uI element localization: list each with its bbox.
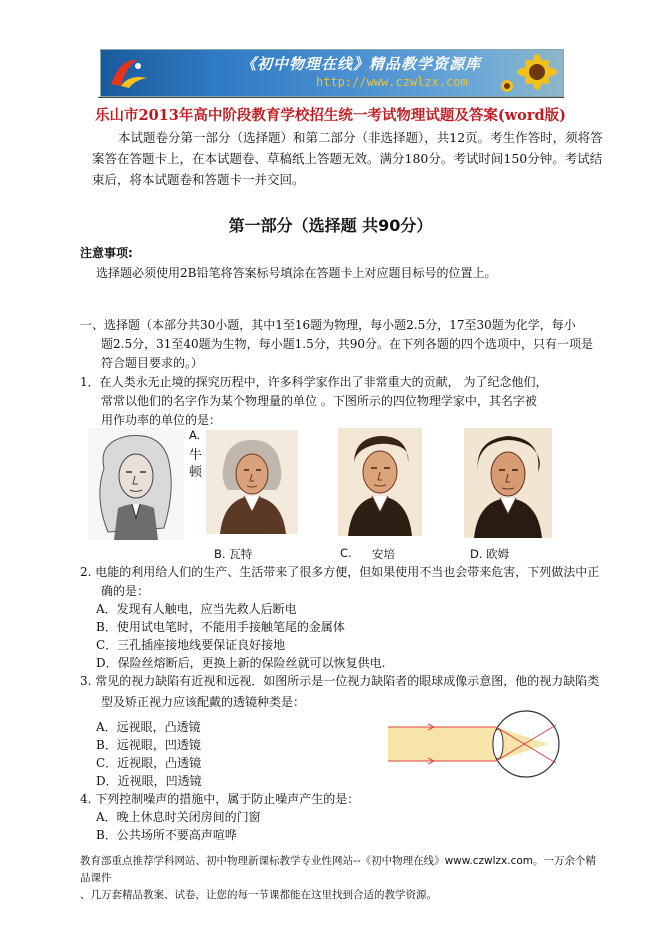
- intro-line-3: 束后，将本试题卷和答题卡一并交回。: [92, 172, 305, 187]
- newton-portrait: [88, 428, 184, 540]
- watt-portrait: [206, 430, 298, 534]
- q3-option-a: A．远视眼，凸透镜: [96, 720, 201, 734]
- document-title: 乐山市2013年高中阶段教育学校招生统一考试物理试题及答案(word版): [94, 107, 566, 124]
- footer: [80, 853, 600, 904]
- q3-option-b: B．远视眼，凹透镜: [96, 738, 201, 752]
- option-c-caption: 安培: [372, 547, 395, 561]
- notice-heading: 注意事项:: [80, 246, 133, 260]
- option-c-letter: C.: [340, 546, 352, 560]
- q3-line-2: 型及矫正视力应该配戴的透镜种类是：: [101, 695, 306, 709]
- q2-option-b: B．使用试电笔时，不能用手接触笔尾的金属体: [96, 620, 345, 634]
- q1-line-3: 用作功率的单位的是：: [101, 413, 222, 427]
- header-banner: [100, 49, 564, 97]
- option-a-char-2: 顿: [189, 465, 203, 480]
- intro-line-2: 案答在答题卡上，在本试题卷、草稿纸上答题无效。满分180分。考试时间150分钟。考试结: [92, 151, 603, 166]
- option-a-letter: A.: [189, 428, 201, 442]
- section-title: 第一部分（选择题 共90分）: [228, 216, 433, 235]
- q2-option-a: A．发现有人触电，应当先救人后断电: [96, 602, 297, 616]
- q4-option-b: B．公共场所不要高声喧哗: [96, 828, 237, 842]
- footer-line-1: 教育部重点推荐学科网站、初中物理新课标教学专业性网站--《初中物理在线》www.czwlzx.com。一万余个精品课件: [80, 855, 596, 884]
- banner-title: 《初中物理在线》精品教学资源库: [241, 55, 482, 73]
- header-rule: [98, 97, 564, 98]
- q3-option-d: D．近视眼，凹透镜: [96, 774, 202, 788]
- q3-option-c: C．近视眼，凸透镜: [96, 756, 202, 770]
- q1-line-2: 常常以他们的名字作为某个物理量的单位 。下图所示的四位物理学家中，其名字被: [101, 394, 537, 408]
- notice-text: 选择题必须使用2B铅笔将答案标号填涂在答题卡上对应题目标号的位置上。: [96, 266, 497, 280]
- option-a-char-1: 牛: [189, 448, 203, 463]
- site-logo-icon: [107, 54, 151, 92]
- q1-line-1: 1．在人类永无止境的探究历程中，许多科学家作出了非常重大的贡献， 为了纪念他们，: [80, 375, 548, 389]
- part-one-line-2: 题2.5分，31至40题为生物，每小题1.5分，共90分。在下列各题的四个选项中，只有一项是: [101, 337, 593, 351]
- q2-option-c: C．三孔插座接地线要保证良好接地: [96, 638, 286, 652]
- banner-url[interactable]: http://www.czwlzx.com: [316, 75, 468, 89]
- q4-option-a: A．晚上休息时关闭房间的门窗: [96, 810, 261, 824]
- option-d-caption: D. 欧姆: [470, 547, 510, 561]
- q2-line-2: 确的是：: [101, 584, 150, 598]
- sunflower-icon: [499, 52, 559, 94]
- option-b-caption: B. 瓦特: [214, 547, 253, 561]
- q2-line-1: 2. 电能的利用给人们的生产、生活带来了很多方便，但如果使用不当也会带来危害，下列做法中正: [80, 565, 600, 579]
- intro-line-1: 本试题卷分第一部分（选择题）和第二部分（非选择题），共12页。考生作答时，须将答: [118, 130, 603, 145]
- eye-diagram: [388, 707, 568, 781]
- q2-option-d: D．保险丝熔断后，更换上新的保险丝就可以恢复供电.: [96, 656, 386, 670]
- q3-line-1: 3. 常见的视力缺陷有近视和远视．如图所示是一位视力缺陷者的眼球成像示意图，他的视力缺陷类: [80, 674, 600, 688]
- ohm-portrait: [464, 428, 552, 538]
- q4-line: 4. 下列控制噪声的措施中，属于防止噪声产生的是：: [80, 792, 360, 806]
- ampere-portrait: [338, 428, 422, 536]
- part-one-line-3: 符合题目要求的。）: [101, 356, 204, 370]
- footer-line-2: 、几万套精品教案、试卷，让您的每一节课都能在这里找到合适的教学资源。: [80, 889, 437, 901]
- part-one-line-1: 一、选择题（本部分共30小题，其中1至16题为物理，每小题2.5分，17至30题为化学，每小: [80, 318, 576, 332]
